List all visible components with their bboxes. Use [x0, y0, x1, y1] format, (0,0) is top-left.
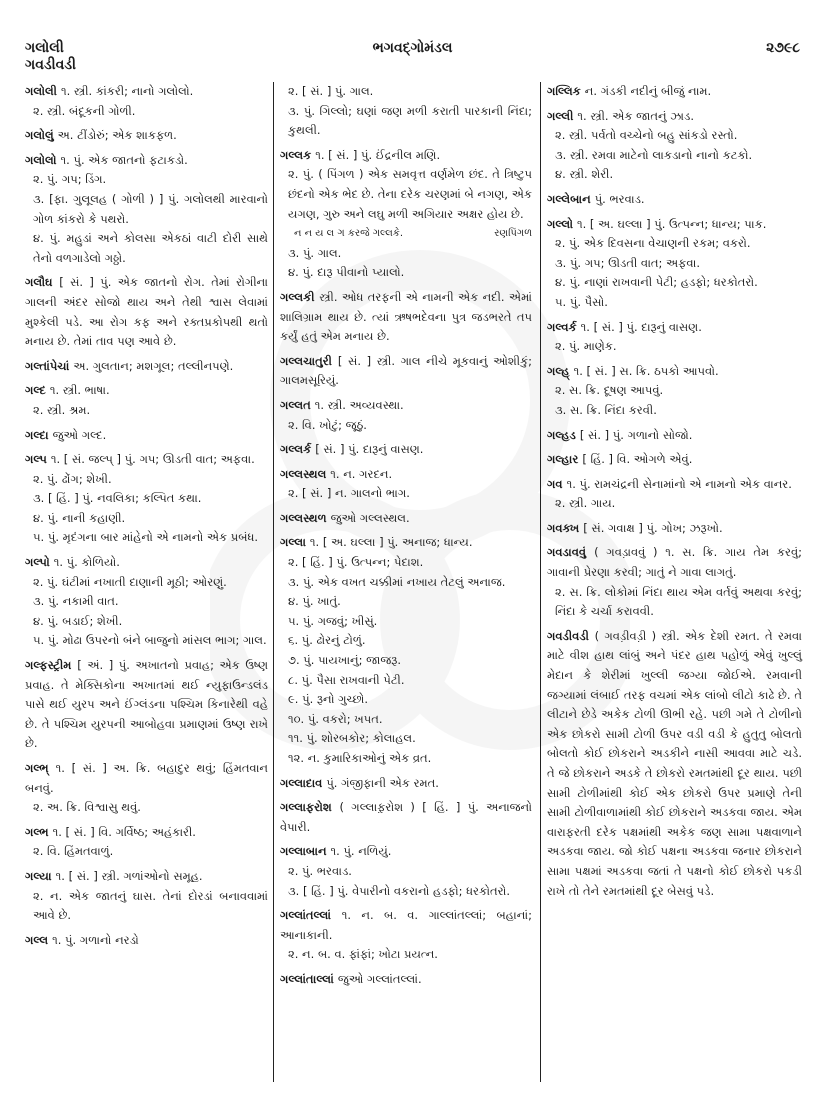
- entry-sense: [547, 475, 802, 495]
- column-2: [280, 82, 532, 995]
- dictionary-entry: [547, 475, 802, 514]
- headword: ગલ્લાબાન: [280, 844, 331, 859]
- entry-sense: [280, 396, 532, 416]
- entry-sense: [547, 146, 802, 166]
- entry-sense: [280, 416, 532, 436]
- dictionary-entry: [547, 82, 802, 102]
- dictionary-entry: [280, 146, 532, 283]
- headword: ગલ્લ: [25, 932, 53, 947]
- definition-text: ૪. પું. દારૂ પીવાનો પ્યાલો.: [288, 265, 405, 280]
- entry-sense: [280, 592, 532, 612]
- dictionary-entry: [25, 656, 268, 754]
- entry-sense: [280, 774, 532, 794]
- entry-sense: [547, 190, 802, 210]
- headword: ગલૌઘ: [25, 275, 60, 290]
- definition-text: ૨. પું. ઢોંગ; શેખી.: [33, 471, 112, 486]
- entry-sense: [280, 82, 532, 102]
- headword: ગવ: [547, 476, 567, 491]
- definition-text: [ સં. ] પું. ગળાનો સોજો.: [579, 427, 693, 442]
- dictionary-entry: [547, 318, 802, 357]
- entry-sense: [25, 401, 268, 421]
- entry-sense: [280, 842, 532, 862]
- definition-text: ૨. સ્ત્રી. ગાય.: [555, 496, 616, 511]
- headword: ગલોલો: [25, 152, 61, 167]
- headword: ગવક્ખ: [547, 520, 584, 535]
- dictionary-entry: [280, 533, 532, 768]
- dictionary-entry: [25, 759, 268, 818]
- headword: ગલ્લાદાવ: [280, 775, 327, 790]
- dictionary-entry: [25, 126, 268, 146]
- dictionary-entry: [280, 440, 532, 460]
- entry-sense: [280, 509, 532, 529]
- dictionary-entry: [280, 970, 532, 990]
- definition-text: ૨. પું. માણેક.: [555, 339, 617, 354]
- headword: ગલ્હ્: [547, 363, 574, 378]
- entry-sense: [25, 798, 268, 818]
- headword: ગલ્લેબાન: [547, 191, 595, 206]
- definition-text: ૧. સ્ત્રી. એક જાતનું ઝાડ.: [577, 108, 694, 123]
- dictionary-entry: [280, 465, 532, 504]
- dictionary-entry: [25, 273, 268, 351]
- entry-sense: [280, 729, 532, 749]
- definition-text: ૨. પું. ઘંટીમાં નખાતી દાણાની મૂઠી; ઓરણું.: [33, 574, 227, 589]
- dictionary-entry: [25, 931, 268, 951]
- definition-text: ૨. સ્ત્રી. પર્વતો વચ્ચેનો બહુ સાંકડો રસ્તો.: [555, 128, 738, 143]
- definition-text: ૧. પું. નળિયું.: [330, 844, 392, 859]
- headword: ગલ્લચાતુરી: [280, 353, 338, 368]
- entry-sense: [280, 862, 532, 882]
- definition-text: ૩. [ હિં. ] પું. વેપારીનો વકરાનો હડફો; ધરકોતરો.: [288, 883, 511, 898]
- definition-text: ૧. [ સં. ] વિ. ગર્વિષ્ઠ; અહંકારી.: [52, 824, 196, 839]
- definition-text: ૮. પું. પૈસા રાખવાની પેટી.: [288, 672, 405, 687]
- headword: ગલ્લાંતાલ્લાં: [280, 971, 338, 986]
- entry-sense: [547, 543, 802, 582]
- definition-text: [ હિં. ] વિ. ઓગળે એવું.: [582, 452, 693, 467]
- entry-sense: [280, 263, 532, 283]
- definition-text: ૨. [ હિં. ] પું. ઉત્પન્ન; પેદાશ.: [288, 555, 424, 570]
- quotation: [280, 224, 532, 244]
- definition-text: ૧. ન. બ. વ. ગાલ્લાંતલ્લાં; બહાનાં; આનાકાની.: [280, 908, 532, 942]
- entry-sense: [547, 107, 802, 127]
- headword: ગલ્લા: [280, 535, 310, 550]
- entry-sense: [547, 273, 802, 293]
- entry-sense: [280, 671, 532, 691]
- definition-text: ૩. પું. ગપ; ઊડતી વાત; અફવા.: [555, 255, 701, 270]
- definition-text: ૧. [ સં. ] પું. ઈંદ્રનીલ મણિ.: [315, 147, 441, 162]
- dictionary-entry: [547, 519, 802, 539]
- definition-text: ૨. પું. એક દિવસના વેચાણની રકમ; વકરો.: [555, 236, 751, 251]
- definition-text: ૧. સ્ત્રી. અવ્યવસ્થા.: [314, 397, 404, 412]
- entry-sense: [280, 749, 532, 769]
- headword: ગલ્ફસ્ટ્રીમ: [25, 658, 78, 673]
- dictionary-entry: [547, 543, 802, 621]
- entry-sense: [280, 970, 532, 990]
- entry-sense: [280, 440, 532, 460]
- dictionary-entry: [25, 867, 268, 926]
- entry-sense: [25, 528, 268, 548]
- headword: ગલ્લસ્થળ: [280, 510, 331, 525]
- headword: ગલ્લી: [547, 108, 578, 123]
- entry-sense: [280, 165, 532, 224]
- definition-text: [ અં. ] પું. અખાતનો પ્રવાહ; એક ઉષ્ણ પ્રવાહ. તે મેક્સિકોના અખાતમાં થઈ ન્યુફાઉન્ડલંડ પાસે થઈ યુરપ અને ઈંગ્લંડના પશ્ચિમ કિનારેથી વહે છે. તે પશ્ચિમ યુરપની આબોહવા પ્રમાણમાં ઉષ્ણ રાખે છે.: [25, 658, 268, 751]
- entry-sense: [280, 244, 532, 264]
- definition-text: ન. ગંડકી નદીનું બીજું નામ.: [584, 84, 712, 98]
- column-divider-2: [540, 82, 541, 1082]
- entry-sense: [547, 82, 802, 102]
- headword: ગલ્વર્ક: [547, 319, 581, 334]
- definition-text: ૫. પું. પૈસો.: [555, 294, 608, 309]
- entry-sense: [280, 710, 532, 730]
- definition-text: ૧. [ સં. ] સ. ક્રિ. ઠપકો આપવો.: [573, 363, 719, 378]
- entry-sense: [280, 798, 532, 837]
- definition-text: ૨. સ્ત્રી. બંદૂકની ગોળી.: [33, 103, 136, 118]
- definition-text: જુઓ ગલ્દ.: [52, 427, 107, 442]
- definition-text: પું. ગંજીફાની એક રમત.: [326, 775, 439, 790]
- dictionary-entry: [280, 288, 532, 347]
- definition-text: અ. ગુલતાન; મશગૂલ; તલ્લીનપણે.: [73, 358, 234, 373]
- entry-sense: [25, 842, 268, 862]
- column-3: [547, 82, 802, 906]
- definition-text: સ્ત્રી. ઓધ તરફની એ નામની એક નદી. એમાં શાલિગ્રામ થાય છે. ત્યાં ઋષભદેવના પુત્ર જડભરતે તપ કર્યું હતું એમ મનાય છે.: [280, 289, 532, 344]
- headword: ગલ્યા: [25, 868, 56, 883]
- definition-text: ૫. પું. મોઢા ઉપરનો બંને બાજુનો માંસલ ભાગ; ગાલ.: [33, 633, 267, 648]
- definition-text: ૩. [ હિં. ] પું. નવલિકા; કલ્પિત કથા.: [33, 491, 202, 506]
- entry-sense: [547, 401, 802, 421]
- dictionary-entry: [25, 553, 268, 651]
- dictionary-entry: [280, 396, 532, 435]
- definition-text: ૫. પું. મૃદંગના બાર માંહેનો એ નામનો એક પ્રબંધ.: [33, 530, 259, 545]
- definition-text: ૪. પું. મહુડાં અને કોલસા એકઠાં વાટી દોરી સાથે તેનો વળગાડેલો ગઠ્ઠો.: [33, 231, 268, 265]
- definition-text: ૪. પું. નાની કહાણી.: [33, 510, 126, 525]
- definition-text: ( ગવડ઼ીવડ઼ી ) સ્ત્રી. એક દેશી રમત. તે રમવા માટે વીશ હાથ લાંબું અને પંદર હાથ પહોળું એવું ખુલ્લું મેદાન કે શેરીમાં ખુલ્લી જગ્યા જોઈએ. રમવાની જગ્યામાં લંબાઈ તરફ વચમાં એક લાંબો લીટો કાઢે છે. તે લીટાને છેડે અકેક ટોળી ઊભી રહે. પછી ગમે તે ટોળીનો એક છોકરો સામી ટોળી ઉપર વડી વડી કે હુતુતુ બોલતો બોલતો કોઈ છોકરાને અડકીને નાસી આવવા માટે ચડે. તે જે છોકરાને અડકે તે છોકરો રમતમાંથી દૂર થાય. પછી સામી ટોળીમાંથી કોઈ એક છોકરો ઉપર પ્રમાણે તેની સામી ટોળીવાળામાંથી કોઈ છોકરાને અડકવા જાય. એમ વારાફરતી દરેક પક્ષમાંથી અકેક જણ સામા પક્ષવાળાને અડકવા જાય. જો કોઈ પક્ષના અડકવા જનાર છોકરાને સામા પક્ષમાં અડકવા જતાં તે પક્ષનો કોઈ છોકરો પકડી રાખે તો તેને રમતમાંથી દૂર બેસવું પડે.: [547, 628, 802, 898]
- entry-sense: [280, 352, 532, 391]
- definition-text: ૨. ન. બ. વ. ફાંફાં; ખોટા પ્રયત્ન.: [288, 947, 438, 962]
- dictionary-entry: [280, 774, 532, 794]
- entry-sense: [280, 288, 532, 347]
- entry-sense: [547, 234, 802, 254]
- dictionary-entry: [25, 82, 268, 121]
- headword: ગવડાવવું: [547, 545, 595, 560]
- entry-sense: [547, 293, 802, 313]
- definition-text: ૩. સ્ત્રી. રમવા માટેનો લાકડાનો નાનો કટકો.: [555, 147, 753, 162]
- headword: ગલ્લત: [280, 397, 315, 412]
- definition-text: ૩. [ફા. ગુલૂલહ ( ગોળી ) ] પું. ગલોલથી મારવાનો ગોળ કાંકરો કે પથરો.: [33, 191, 268, 226]
- headword: ગલ્લાફરોશ: [280, 800, 340, 815]
- definition-text: ૭. પું. પાયખાનું; જાજરૂ.: [288, 653, 402, 668]
- definition-text: ૨. પું. ભરવાડ.: [288, 863, 352, 878]
- entry-sense: [547, 450, 802, 470]
- definition-text: ૩. સ. ક્રિ. નિંદા કરવી.: [555, 402, 657, 417]
- definition-text: ૧. પું. રામચંદ્રની સેનામાંનો એ નામનો એક વાનર.: [566, 476, 792, 491]
- dictionary-entry: [25, 357, 268, 377]
- dictionary-entry: [280, 82, 532, 141]
- dictionary-entry: [25, 426, 268, 446]
- headword: ગલ્લકી: [280, 289, 320, 304]
- headword: ગલ્પ: [25, 452, 51, 467]
- entry-sense: [280, 651, 532, 671]
- definition-text: ૨. પું. ગપ; ડિંગ.: [33, 172, 107, 187]
- definition-text: ૧. સ્ત્રી. કાંકરી; નાનો ગલોલો.: [60, 84, 194, 98]
- guide-word-last: ગવડીવડી: [25, 57, 77, 73]
- entry-sense: [25, 229, 268, 268]
- definition-text: ૨. સ્ત્રી. શ્રમ.: [33, 402, 91, 417]
- headword: ગલ્લાંતલ્લાં: [280, 908, 342, 923]
- entry-sense: [25, 470, 268, 490]
- headword: ગલોલી: [25, 84, 61, 98]
- headword: ગલ્હડ: [547, 427, 580, 442]
- definition-text: ( ગવડ઼ાવવું ) ૧. સ. ક્રિ. ગાય તેમ કરવું; ગાવાની પ્રેરણા કરવી; ગાતું ને ગાવા લાગતું.: [547, 545, 802, 580]
- definition-text: ૧. [ અ. ઘલ્લા ] પું. ઉત્પન્ન; ધાન્ય; પાક.: [576, 216, 767, 231]
- entry-sense: [547, 165, 802, 185]
- entry-sense: [280, 465, 532, 485]
- definition-text: ૨. ન. એક જાતનું ઘાસ. તેનાં દોરડાં બનાવવામાં આવે છે.: [33, 888, 268, 923]
- entry-sense: [547, 627, 802, 901]
- entry-sense: [25, 759, 268, 798]
- entry-sense: [280, 882, 532, 902]
- definition-text: ૧. [ અ. ઘલ્લા ] પું. અનાજ; ધાન્ય.: [309, 535, 473, 550]
- headword: ગલ્લસ્થલ: [280, 466, 331, 481]
- dictionary-entry: [547, 627, 802, 901]
- headword: ગલોલું: [25, 128, 58, 143]
- entry-sense: [25, 450, 268, 470]
- definition-text: ૧. પું. એક જાતનો ફટાકડો.: [60, 152, 188, 167]
- entry-sense: [25, 170, 268, 190]
- definition-text: ૧. [ સં. ] અ. ક્રિ. બહાદુર થવું; હિંમતવાન બનવું.: [25, 761, 268, 795]
- definition-text: ૨. પું. ( પિંગળ ) એક સમવૃત્ત વર્ણમેળ છંદ. તે ત્રિષ્ટુપ છંદનો એક ભેદ છે. તેના દરેક ચરણમાં બે નગણ, એક યગણ, ગુરુ અને લઘુ મળી અગિયાર અક્ષર હોય છે.: [288, 167, 532, 221]
- entry-sense: [25, 553, 268, 573]
- entry-sense: [547, 126, 802, 146]
- dictionary-entry: [547, 450, 802, 470]
- entry-sense: [547, 583, 802, 622]
- entry-sense: [547, 215, 802, 235]
- dictionary-entry: [280, 842, 532, 901]
- entry-sense: [25, 573, 268, 593]
- definition-text: ૨. વિ. ખોટું; જૂઠું.: [288, 417, 367, 432]
- definition-text: પું. ભરવાડ.: [594, 191, 645, 206]
- entry-sense: [280, 553, 532, 573]
- entry-sense: [280, 102, 532, 141]
- entry-sense: [280, 690, 532, 710]
- dictionary-entry: [547, 107, 802, 185]
- dictionary-entry: [547, 426, 802, 446]
- entry-sense: [280, 484, 532, 504]
- entry-sense: [547, 381, 802, 401]
- dictionary-entry: [25, 381, 268, 420]
- dictionary-entry: [280, 906, 532, 965]
- headword: ગલ્લર્ક: [280, 442, 316, 457]
- entry-sense: [547, 519, 802, 539]
- definition-text: ૬. પું. ઢોરનું ટોળું.: [288, 633, 366, 648]
- definition-text: ૧. ન. ગરદન.: [330, 466, 393, 481]
- headword: ગલ્લિક: [547, 84, 585, 98]
- headword: ગલ્લો: [547, 216, 577, 231]
- definition-text: જુઓ ગલ્લાંતલ્લાં.: [337, 971, 422, 986]
- definition-text: ૪. પું. નાણાં રાખવાની પેટી; હડફો; ધરકોતરો.: [555, 275, 758, 290]
- definition-text: ૫. પું. ગજવું; ખીસું.: [288, 613, 378, 628]
- entry-sense: [547, 426, 802, 446]
- entry-sense: [25, 509, 268, 529]
- dictionary-entry: [25, 823, 268, 862]
- page-number: ૨૭૯૮: [766, 40, 800, 56]
- definition-text: ૪. પું. ખાતું.: [288, 594, 341, 609]
- dictionary-entry: [25, 151, 268, 269]
- entry-sense: [25, 867, 268, 887]
- entry-sense: [547, 254, 802, 274]
- definition-text: ( ગલ્લાફ઼રોશ ) [ હિં. ] પું. અનાજનો વેપારી.: [280, 800, 532, 834]
- definition-text: [ સં. ] પું. એક જાતનો રોગ. તેમાં રોગીના ગાલની અંદર સોજો થાય અને તેથી શ્વાસ લેવામાં મુશ્કેલી પડે. આ રોગ કફ અને રક્તપ્રકોપથી થતો મનાય છે. તેમાં તાવ પણ આવે છે.: [25, 275, 268, 349]
- dictionary-entry: [280, 798, 532, 837]
- definition-text: અ. ટીંડોરું; એક શાકફળ.: [57, 128, 177, 143]
- entry-sense: [25, 151, 268, 171]
- dictionary-entry: [280, 352, 532, 391]
- entry-sense: [280, 631, 532, 651]
- quotation-text: ન ન ય લ ગ કરજે ગલ્લકે.: [294, 228, 404, 240]
- entry-sense: [25, 887, 268, 926]
- entry-sense: [25, 612, 268, 632]
- dictionary-entry: [547, 362, 802, 421]
- definition-text: ૧. પું. કોળિયો.: [53, 555, 120, 570]
- definition-text: ૧. [ સં. જલ્પ્ ] પું. ગપ; ઊડતી વાત; અફવા.: [50, 452, 255, 467]
- definition-text: ૧. [ સં. ] સ્ત્રી. ગળાંઓનો સમૂહ.: [55, 868, 203, 883]
- entry-sense: [25, 126, 268, 146]
- headword: ગવડીવડી: [547, 628, 595, 643]
- entry-sense: [547, 494, 802, 514]
- headword: ગલ્દ: [25, 383, 50, 398]
- headword: ગલ્તાંપેચાં: [25, 358, 74, 373]
- entry-sense: [25, 931, 268, 951]
- entry-sense: [547, 318, 802, 338]
- definition-text: ૩. પું. ગાલ.: [288, 245, 342, 260]
- book-title: ભગવદ્ગોમંડલ: [372, 40, 453, 56]
- definition-text: ૨. સ. ક્રિ. દૂષણ આપવું.: [555, 383, 664, 398]
- entry-sense: [25, 102, 268, 122]
- column-1: [25, 82, 268, 955]
- entry-sense: [25, 823, 268, 843]
- entry-sense: [25, 381, 268, 401]
- entry-sense: [280, 146, 532, 166]
- definition-text: [ સં. ] પું. દારૂનું વાસણ.: [315, 442, 424, 457]
- definition-text: ૧. પું. ગળાનો નરડો: [52, 932, 139, 947]
- entry-sense: [547, 337, 802, 357]
- definition-text: ૩. પું. ગિલ્લો; ઘણાં જણ મળી કરાતી પારકાની નિંદા; કુથલી.: [288, 103, 532, 138]
- definition-text: ૩. પું. એક વખત ચક્કીમાં નખાય તેટલું અનાજ.: [288, 574, 506, 589]
- entry-sense: [25, 273, 268, 351]
- entry-sense: [547, 362, 802, 382]
- column-divider-1: [273, 82, 274, 1082]
- headword: ગલ્ભ: [25, 824, 53, 839]
- entry-sense: [25, 656, 268, 754]
- dictionary-entry: [547, 190, 802, 210]
- entry-sense: [280, 533, 532, 553]
- headword: ગલ્પો: [25, 555, 54, 570]
- headword: ગલ્ભ્: [25, 761, 56, 775]
- guide-word-first: ગલોલી: [25, 40, 64, 56]
- definition-text: ૯. પું. રૂનો ગુચ્છો.: [288, 692, 369, 707]
- headword: ગલ્હાર: [547, 452, 583, 467]
- definition-text: જુઓ ગલ્લસ્થલ.: [330, 510, 410, 525]
- headword: ગલ્દા: [25, 427, 53, 442]
- quotation-source: રણપિંગળ: [494, 228, 532, 240]
- entry-sense: [25, 592, 268, 612]
- definition-text: ૨. અ. ક્રિ. વિશ્વાસુ થવું.: [33, 800, 141, 815]
- definition-text: ૪. પું. બડાઈ; શેખી.: [33, 613, 123, 628]
- dictionary-entry: [25, 450, 268, 548]
- entry-sense: [280, 945, 532, 965]
- entry-sense: [280, 612, 532, 632]
- entry-sense: [25, 357, 268, 377]
- dictionary-entry: [280, 509, 532, 529]
- entry-sense: [25, 82, 268, 102]
- entry-sense: [25, 190, 268, 229]
- entry-sense: [280, 573, 532, 593]
- definition-text: ૩. પું. નકામી વાત.: [33, 594, 119, 609]
- definition-text: ૨. [ સં. ] ન. ગાલનો ભાગ.: [288, 486, 410, 501]
- entry-sense: [25, 489, 268, 509]
- entry-sense: [25, 426, 268, 446]
- definition-text: ૧૧. પું. શોરબકોર; કોલાહલ.: [288, 731, 416, 746]
- definition-text: ૨. [ સં. ] પું. ગાલ.: [288, 84, 374, 98]
- definition-text: ૨. વિ. હિંમતવાળું.: [33, 844, 114, 859]
- definition-text: ૨. સ. ક્રિ. લોકોમાં નિંદા થાય એમ વર્તવું અથવા કરવું; નિંદા કે ચર્ચા કરાવવી.: [555, 584, 802, 619]
- definition-text: ૧૨. ન. કુમારિકાઓનું એક વ્રત.: [288, 751, 432, 765]
- definition-text: ૪. સ્ત્રી. શેરી.: [555, 167, 614, 182]
- headword: ગલ્લક: [280, 147, 316, 162]
- entry-sense: [25, 631, 268, 651]
- dictionary-entry: [547, 215, 802, 313]
- definition-text: [ સં. ગવાક્ષ ] પું. ગોખ; ઝરૂખો.: [583, 520, 723, 535]
- definition-text: ૧. સ્ત્રી. ભાષા.: [49, 383, 110, 398]
- definition-text: ૧. [ સં. ] પું. દારૂનું વાસણ.: [580, 319, 702, 334]
- entry-sense: [280, 906, 532, 945]
- definition-text: [ સં. ] સ્ત્રી. ગાલ નીચે મૂકવાનું ઓશીકું; ગાલમસૂરિયું.: [280, 353, 532, 388]
- definition-text: ૧૦. પું. વકરો; ખપત.: [288, 711, 383, 726]
